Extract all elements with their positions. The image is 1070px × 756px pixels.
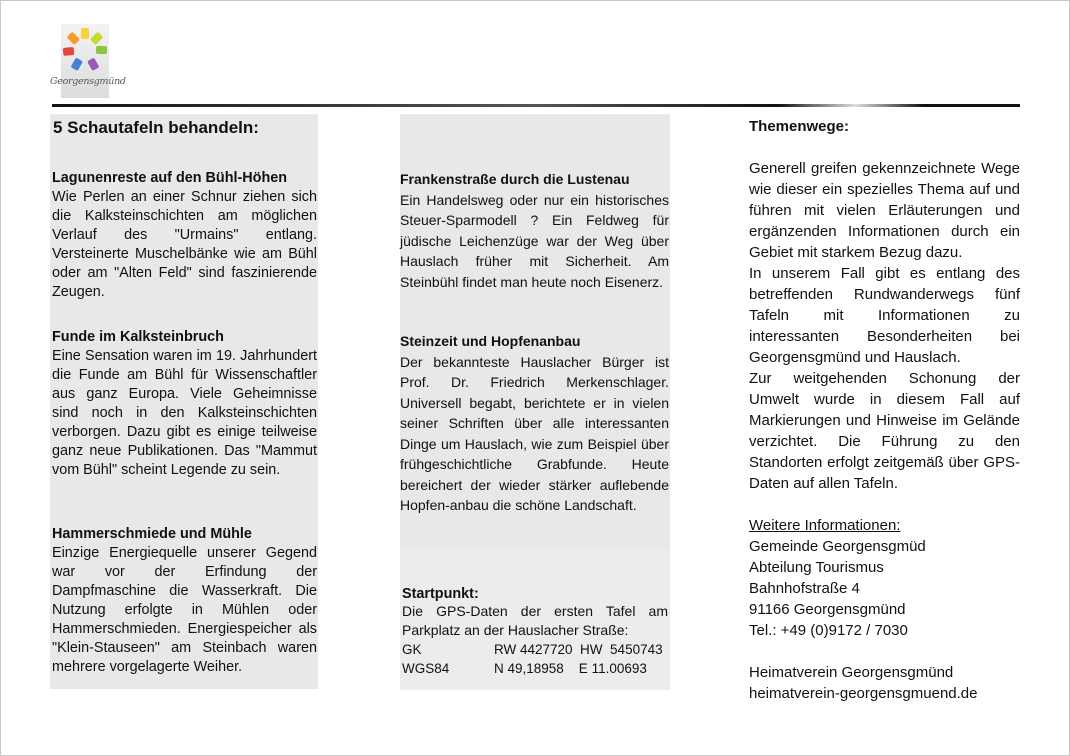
gps-label: WGS84 xyxy=(402,661,450,676)
column-schautafeln xyxy=(50,114,318,689)
section-text: Der bekannteste Hauslacher Bürger ist Prof. Dr. Friedrich Merkenschlager. Universell begabt, berichtete er in vielen seiner Schriften über alle interessanten Dinge um Hauslach, wie zum Beispiel über frühgeschichtliche Grabfunde. Heute bereichert der wieder stärker auflebende Hopfen-anbau die schöne Landschaft. xyxy=(400,353,669,513)
column-themenwege xyxy=(749,116,1020,704)
schautafeln-heading: 5 Schautafeln behandeln: xyxy=(53,118,259,137)
contact-line: Gemeinde Georgensgmüd xyxy=(749,538,926,555)
themenwege-paragraph: Zur weitgehenden Schonung der Umwelt wurde in diesem Fall auf Markierungen und Hinweise im Gelände verzichtet. Die Führung zu den Standorten erfolgt zeitgemäß über GPS-Daten auf allen Tafeln. xyxy=(749,370,1020,492)
startpunkt-title: Startpunkt: xyxy=(402,586,479,602)
color-wheel-icon xyxy=(61,26,109,74)
column-lustenau-hauslach xyxy=(400,114,670,548)
section-text: Einzige Energiequelle unserer Gegend war vor der Erfindung der Dampfmaschine die Wasserkraft. Die Nutzung erfolgte in Mühlen oder Hammerschmieden. Energiespeicher als "Klein-Stauseen" am Steinbach waren mehrere vorgelagerte Weiher. xyxy=(52,545,317,675)
section-title: Funde im Kalksteinbruch xyxy=(52,329,224,345)
contact-line: 91166 Georgensgmünd xyxy=(749,601,906,618)
contact-phone: Tel.: +49 (0)9172 / 7030 xyxy=(749,622,908,639)
section-text: Ein Handelsweg oder nur ein historisches Steuer-Sparmodell ? Ein Feldweg für jüdische Leichenzüge war der Weg über Hauslach früher mit Sicherheit. Am Steinbühl findet man heute noch Eisenerz. xyxy=(400,191,669,290)
contact-line: Bahnhofstraße 4 xyxy=(749,580,860,597)
gps-value: RW 4427720 HW 5450743 xyxy=(494,642,663,657)
gps-row-gk xyxy=(402,640,668,659)
section-title: Steinzeit und Hopfenanbau xyxy=(400,333,581,349)
logo-caption: Georgensgmünd xyxy=(50,76,126,87)
section-hammerschmiede xyxy=(52,525,317,677)
section-kalksteinbruch xyxy=(52,328,317,480)
section-steinzeit xyxy=(400,331,669,516)
startpunkt-line-1: Die GPS-Daten der ersten Tafel am xyxy=(402,603,668,619)
info-heading: Weitere Informationen: xyxy=(749,517,901,534)
themenwege-heading: Themenwege: xyxy=(749,118,850,135)
contact-line: Abteilung Tourismus xyxy=(749,559,884,576)
startpunkt-box xyxy=(400,548,670,690)
startpunkt-line-2: Parkplatz an der Hauslacher Straße: xyxy=(402,622,629,638)
section-text: Wie Perlen an einer Schnur ziehen sich die Kalksteinschichten am möglichen Verlauf des "Urmains" entlang. Versteinerte Muschelbänke wie am Bühl oder am "Alten Feld" sind faszinierende Zeugen. xyxy=(52,189,317,300)
startpunkt-content xyxy=(402,586,668,678)
themenwege-paragraph: Generell greifen gekennzeichnete Wege wie dieser ein spezielles Thema auf und führen mit vielen Erläuterungen und ergänzenden Informationen durch ein Gebiet mit starkem Bezug dazu. xyxy=(749,160,1020,261)
club-name: Heimatverein Georgensgmünd xyxy=(749,664,954,681)
section-text: Eine Sensation waren im 19. Jahrhundert die Funde am Bühl für Wissenschaftler aus ganz Europa. Viele Geheimnisse sind noch in den Kalksteinschichten verborgen. Dazu gibt es einige teilweise ganz neue Publikationen. Das "Mammut vom Bühl" scheint Legende zu sein. xyxy=(52,348,317,478)
header-divider xyxy=(52,104,1020,107)
gps-label: GK xyxy=(402,642,422,657)
club-website: heimatverein-georgensgmuend.de xyxy=(749,685,978,702)
section-frankenstrasse xyxy=(400,169,669,292)
themenwege-paragraph: In unserem Fall gibt es entlang des betreffenden Rundwanderwegs fünf Tafeln mit Informationen zu interessanten Besonderheiten bei Georgensgmünd und Hauslach. xyxy=(749,265,1020,366)
section-title: Lagunenreste auf den Bühl-Höhen xyxy=(52,170,288,186)
section-title: Frankenstraße durch die Lustenau xyxy=(400,171,630,187)
georgensgmuend-logo xyxy=(50,24,126,100)
gps-value: N 49,18958 E 11.00693 xyxy=(494,661,647,676)
section-lagunenreste xyxy=(52,169,317,302)
section-title: Hammerschmiede und Mühle xyxy=(52,526,252,542)
gps-row-wgs84 xyxy=(402,659,668,678)
